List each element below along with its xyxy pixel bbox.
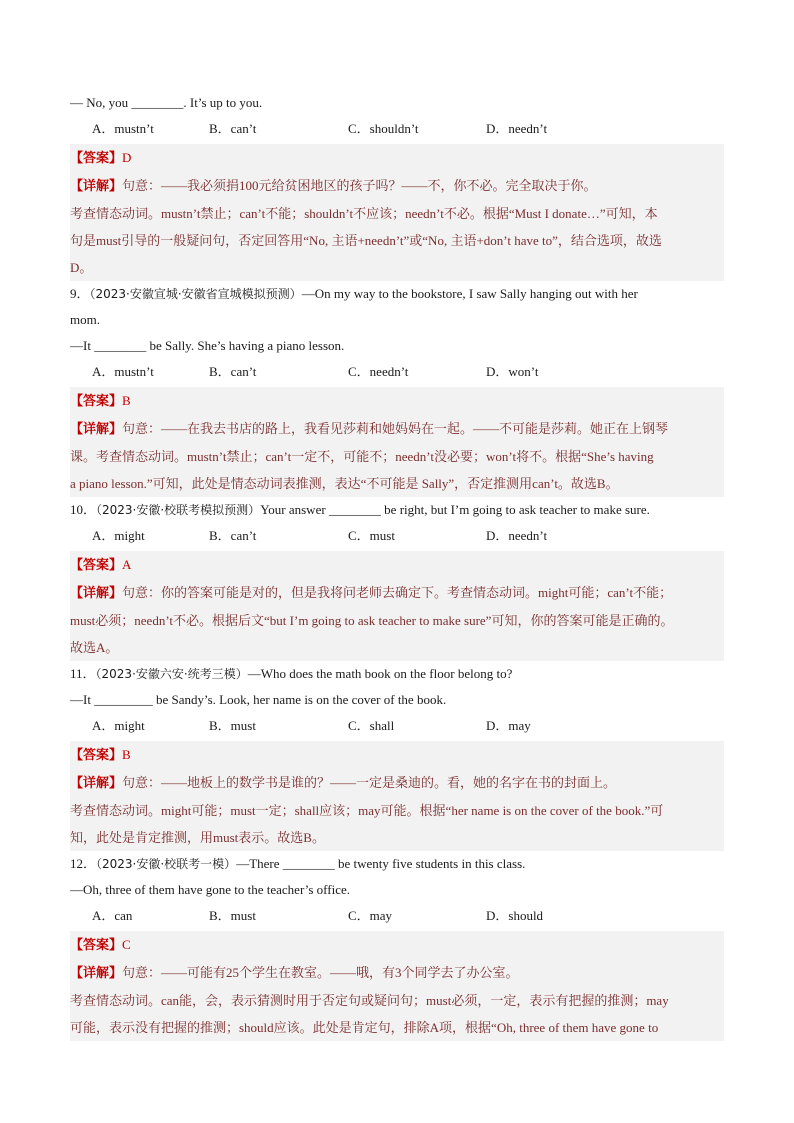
question-11-options	[70, 713, 724, 739]
option-b: B．must	[209, 718, 256, 733]
option-c: C．shall	[348, 718, 395, 733]
answer-value: B	[122, 393, 131, 408]
question-12-options	[70, 903, 724, 929]
question-11-stem-line: —It _________ be Sandy’s. Look, her name is on the cover of the book.	[70, 692, 447, 707]
question-10-solution	[70, 551, 724, 661]
detail-line: a piano lesson.”可知，此处是情态动词表推测，表达“不可能是 Sally”，否定推测用can’t。故选B。	[70, 476, 619, 491]
detail-line: 【详解】句意：——可能有25个学生在教室。——哦，有3个同学去了办公室。	[70, 965, 519, 981]
answer-line	[70, 741, 724, 769]
detail-line: 【详解】句意：你的答案可能是对的，但是我将问老师去确定下。考查情态动词。might可能；can’t不能；	[70, 585, 673, 601]
question-source: （2023·安徽宣城·安徽省宣城模拟预测）	[89, 287, 302, 301]
answer-tag: 【答案】	[70, 151, 123, 166]
detail-tag: 【详解】	[70, 422, 123, 437]
detail-line: 【详解】句意：——我必须捐100元给贫困地区的孩子吗？——不，你不必。完全取决于你。	[70, 178, 597, 194]
question-10	[70, 497, 724, 661]
question-9	[70, 281, 724, 497]
question-8-stem: — No, you ________. It’s up to you.	[70, 95, 263, 110]
option-d: D．needn’t	[486, 121, 548, 136]
worksheet-page	[70, 90, 724, 1041]
option-d: D．won’t	[486, 364, 539, 379]
answer-value: A	[122, 557, 132, 572]
detail-line: must必须；needn’t不必。根据后文“but I’m going to ask teacher to make sure”可知，你的答案可能是正确的。	[70, 613, 674, 628]
answer-line	[70, 931, 724, 959]
question-12-stem: 12．（2023·安徽·校联考一模）—There ________ be twenty five students in this class.	[70, 856, 526, 871]
question-8-solution	[70, 144, 724, 281]
detail-line: 句是must引导的一般疑问句，否定回答用“No, 主语+needn’t”或“No, 主语+don’t have to”，结合选项，故选	[70, 233, 662, 248]
question-12-solution	[70, 931, 724, 1041]
option-b: B．can’t	[209, 121, 257, 136]
answer-value: B	[122, 747, 131, 762]
detail-line: D。	[70, 260, 93, 275]
option-b: B．must	[209, 908, 256, 923]
option-a: A．might	[92, 718, 145, 733]
option-d: D．should	[486, 908, 544, 923]
question-number: 9．	[70, 286, 90, 301]
option-b: B．can’t	[209, 528, 257, 543]
question-9-stem-line: mom.	[70, 312, 100, 327]
question-11	[70, 661, 724, 851]
question-9-stem: 9．（2023·安徽宣城·安徽省宣城模拟预测）—On my way to the bookstore, I saw Sally hanging out with her	[70, 286, 638, 301]
detail-tag: 【详解】	[70, 966, 123, 981]
question-12-stem-line: —Oh, three of them have gone to the teacher’s office.	[70, 882, 350, 897]
option-a: A．mustn’t	[92, 121, 154, 136]
answer-tag: 【答案】	[70, 748, 123, 763]
option-c: C．shouldn’t	[348, 121, 419, 136]
detail-line: 考查情态动词。mustn’t禁止；can’t不能；shouldn’t不应该；needn’t不必。根据“Must I donate…”可知，本	[70, 206, 658, 221]
question-number: 11．	[70, 666, 96, 681]
question-8-options	[70, 116, 724, 142]
answer-line	[70, 551, 724, 579]
question-10-options	[70, 523, 724, 549]
question-8	[70, 90, 724, 281]
detail-tag: 【详解】	[70, 179, 123, 194]
detail-line: 【详解】句意：——地板上的数学书是谁的？——一定是桑迪的。看，她的名字在书的封面上。	[70, 775, 617, 791]
answer-tag: 【答案】	[70, 394, 123, 409]
question-source: （2023·安徽·校联考模拟预测）	[96, 503, 261, 517]
option-d: D．needn’t	[486, 528, 548, 543]
option-c: C．needn’t	[348, 364, 409, 379]
answer-line	[70, 387, 724, 415]
detail-line: 故选A。	[70, 640, 119, 655]
detail-line: 可能，表示没有把握的推测；should应该。此处是肯定句，排除A项，根据“Oh, three of them have gone to	[70, 1020, 659, 1035]
question-source: （2023·安徽六安·统考三模）	[95, 667, 248, 681]
question-9-options	[70, 359, 724, 385]
option-d: D．may	[486, 718, 531, 733]
detail-line: 考查情态动词。might可能；must一定；shall应该；may可能。根据“her name is on the cover of the book.”可	[70, 803, 664, 818]
detail-line: 【详解】句意：——在我去书店的路上，我看见莎莉和她妈妈在一起。——不可能是莎莉。她正在上钢琴	[70, 421, 669, 437]
detail-line: 考查情态动词。can能，会，表示猜测时用于否定句或疑问句；must必须，一定，表示有把握的推测；may	[70, 993, 669, 1008]
question-number: 10．	[70, 502, 97, 517]
question-11-stem: 11．（2023·安徽六安·统考三模）—Who does the math book on the floor belong to?	[70, 666, 513, 681]
question-number: 12．	[70, 856, 97, 871]
question-9-solution	[70, 387, 724, 497]
answer-tag: 【答案】	[70, 938, 123, 953]
answer-value: D	[122, 150, 132, 165]
detail-line: 课。考查情态动词。mustn’t禁止；can’t一定不，可能不；needn’t没必要；won’t将不。根据“She’s having	[70, 449, 654, 464]
answer-line	[70, 144, 724, 172]
option-b: B．can’t	[209, 364, 257, 379]
option-c: C．must	[348, 528, 395, 543]
option-a: A．can	[92, 908, 133, 923]
option-a: A．mustn’t	[92, 364, 154, 379]
option-a: A．might	[92, 528, 145, 543]
answer-tag: 【答案】	[70, 558, 123, 573]
question-source: （2023·安徽·校联考一模）	[96, 857, 237, 871]
question-11-solution	[70, 741, 724, 851]
question-9-stem-line: —It ________ be Sally. She’s having a piano lesson.	[70, 338, 345, 353]
detail-tag: 【详解】	[70, 776, 123, 791]
detail-tag: 【详解】	[70, 586, 123, 601]
answer-value: C	[122, 937, 131, 952]
option-c: C．may	[348, 908, 393, 923]
question-12	[70, 851, 724, 1041]
question-10-stem: 10．（2023·安徽·校联考模拟预测）Your answer ________ be right, but I’m going to ask teacher to make sure.	[70, 502, 650, 517]
detail-line: 知，此处是肯定推测，用must表示。故选B。	[70, 830, 325, 845]
